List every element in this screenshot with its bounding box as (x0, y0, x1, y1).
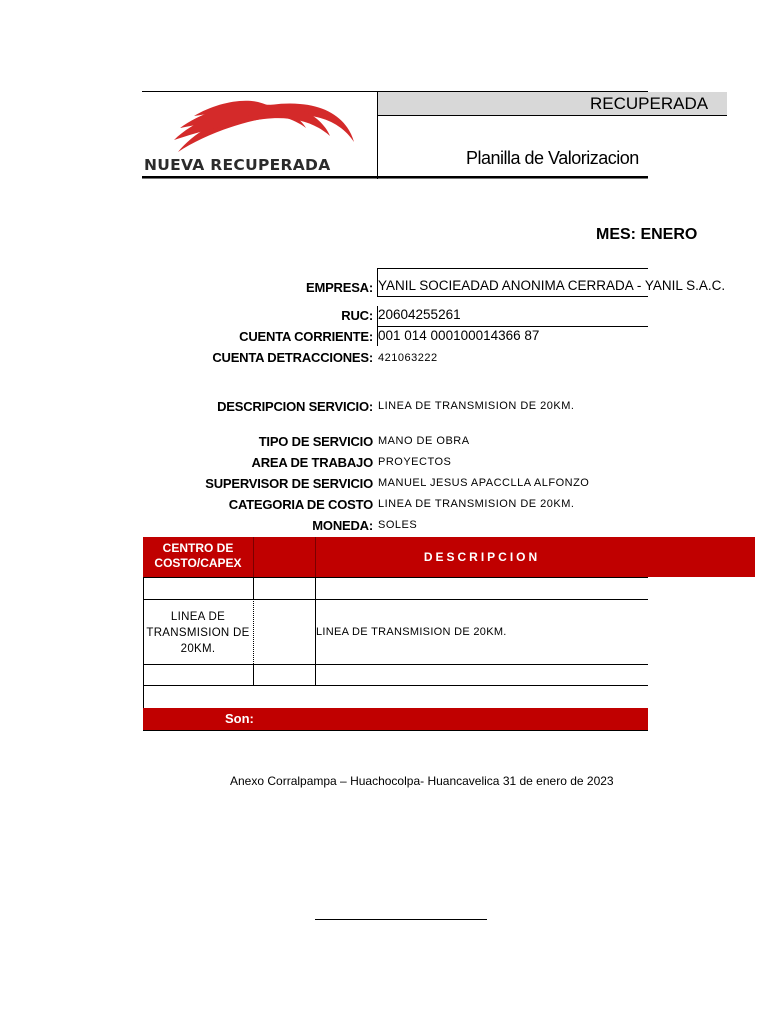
header-divider (377, 91, 378, 179)
table-rule (143, 685, 648, 686)
area-trabajo-value: PROYECTOS (378, 456, 452, 468)
table-col-divider (253, 664, 254, 685)
table-rule (143, 599, 648, 600)
table-col-divider (253, 577, 254, 599)
supervisor-label: SUPERVISOR DE SERVICIO (205, 476, 373, 491)
table-cell-centro: LINEA DE TRANSMISION DE 20KM. (146, 611, 250, 655)
document-subtitle: Planilla de Valorizacion (466, 148, 639, 168)
cuenta-corriente-value: 001 014 000100014366 87 (378, 328, 540, 343)
table-cell-dotted (253, 599, 315, 600)
empresa-box-bottom (377, 296, 648, 297)
empresa-box-top (377, 268, 648, 269)
son-row (143, 708, 648, 730)
descripcion-servicio-value: LINEA DE TRANSMISION DE 20KM. (378, 400, 575, 412)
ruc-value: 20604255261 (378, 307, 461, 322)
company-logo-icon (160, 94, 360, 156)
tipo-servicio-label: TIPO DE SERVICIO (258, 434, 373, 449)
table-rule (143, 577, 648, 578)
moneda-label: MONEDA: (312, 518, 373, 533)
place-date: Anexo Corralpampa – Huachocolpa- Huancavelica 31 de enero de 2023 (230, 774, 614, 788)
table-header-overflow (648, 537, 755, 577)
categoria-costo-value: LINEA DE TRANSMISION DE 20KM. (378, 498, 575, 510)
moneda-value: SOLES (378, 519, 418, 531)
column-header-centro: CENTRO DE COSTO/CAPEX (154, 541, 242, 570)
table-cell-descripcion: LINEA DE TRANSMISION DE 20KM. (316, 626, 507, 638)
empresa-label: EMPRESA: (305, 280, 373, 295)
header-top-border (142, 91, 648, 92)
area-trabajo-label: AREA DE TRABAJO (251, 455, 373, 470)
table-col-divider-dotted (253, 599, 254, 664)
categoria-costo-label: CATEGORIA DE COSTO (228, 497, 373, 512)
cuenta-detracciones-value: 421063222 (378, 352, 438, 364)
table-header-divider (253, 537, 254, 577)
column-header-descripcion: DESCRIPCION (423, 550, 541, 564)
cuenta-corriente-label: CUENTA CORRIENTE: (239, 329, 373, 344)
header-title: RECUPERADA (590, 94, 709, 113)
month-label: MES: ENERO (596, 226, 698, 243)
empresa-value: YANIL SOCIEADAD ANONIMA CERRADA - YANIL S.A.C. (378, 278, 726, 293)
son-label: Son: (225, 711, 254, 726)
table-rule (143, 664, 648, 665)
header-bottom-border (142, 176, 648, 179)
signature-line (315, 919, 487, 920)
cuenta-detracciones-label: CUENTA DETRACCIONES: (212, 350, 373, 365)
tipo-servicio-value: MANO DE OBRA (378, 435, 470, 447)
descripcion-servicio-label: DESCRIPCION SERVICIO: (217, 399, 373, 414)
logo-text: NUEVA RECUPERADA (144, 156, 331, 174)
table-rule (143, 730, 648, 731)
supervisor-value: MANUEL JESUS APACCLLA ALFONZO (378, 477, 590, 489)
ruc-label: RUC: (341, 308, 373, 323)
ruc-box-bottom (377, 326, 648, 327)
